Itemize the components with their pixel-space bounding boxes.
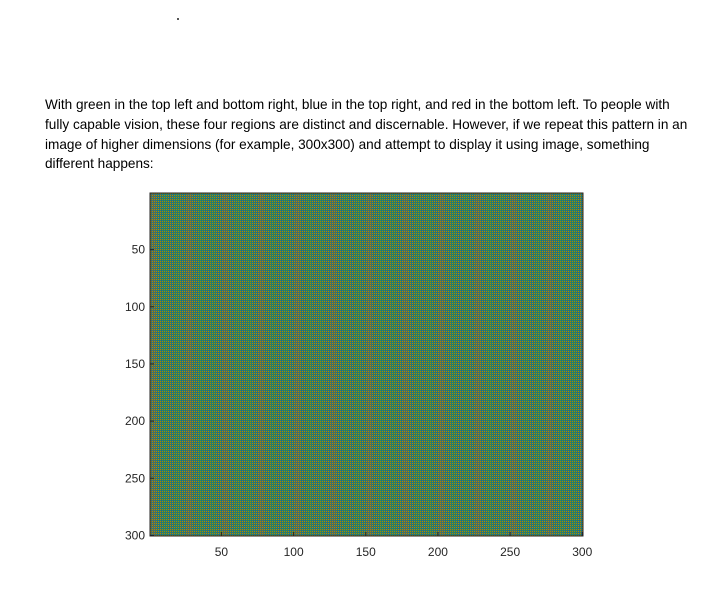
aliasing-band xyxy=(354,193,360,536)
image-figure xyxy=(100,186,620,566)
aliasing-band xyxy=(294,193,300,536)
aliasing-band xyxy=(475,193,481,536)
body-paragraph: With green in the top left and bottom right, blue in the top right, and red in the bottom left. To people with fully capable vision, these four regions are distinct and discernable. However, if we repeat this pattern in an image of higher dimensions (for example, 300x300) and attempt to display it using image, something different happens: xyxy=(45,97,688,172)
aliasing-band xyxy=(198,193,204,536)
aliasing-band xyxy=(487,193,493,536)
x-tick-label: 300 xyxy=(572,545,593,559)
aliasing-band xyxy=(451,193,457,536)
aliasing-band xyxy=(270,193,276,536)
y-tick-label: 50 xyxy=(131,242,145,257)
aliasing-band xyxy=(379,193,385,536)
aliasing-band xyxy=(367,193,373,536)
aliasing-band xyxy=(282,193,288,536)
y-tick-label: 300 xyxy=(124,528,145,543)
x-tick-label: 250 xyxy=(500,545,521,559)
x-tick-label: 50 xyxy=(214,545,229,559)
top-dot-mark xyxy=(177,18,179,20)
y-tick-label: 250 xyxy=(124,471,145,486)
aliasing-band xyxy=(210,193,216,536)
plot-area xyxy=(150,193,583,536)
y-tick-label: 150 xyxy=(124,356,145,371)
aliasing-band xyxy=(463,193,469,536)
x-tick-label: 150 xyxy=(355,545,376,559)
aliasing-band xyxy=(342,193,348,536)
aliasing-band xyxy=(162,193,168,536)
aliasing-band xyxy=(535,193,541,536)
y-tick-label: 100 xyxy=(124,299,145,314)
aliasing-band xyxy=(415,193,421,536)
aliasing-band xyxy=(330,193,336,536)
aliasing-band xyxy=(511,193,517,536)
aliasing-band xyxy=(150,193,156,536)
x-tick-label: 200 xyxy=(427,545,448,559)
y-tick-label: 200 xyxy=(124,414,145,429)
aliasing-band xyxy=(523,193,529,536)
aliasing-band xyxy=(559,193,565,536)
aliasing-band xyxy=(547,193,553,536)
x-tick-label: 100 xyxy=(283,545,304,559)
aliasing-band xyxy=(571,193,577,536)
aliasing-band xyxy=(391,193,397,536)
aliasing-band xyxy=(427,193,433,536)
aliasing-band xyxy=(439,193,445,536)
aliasing-band xyxy=(222,193,228,536)
aliasing-band xyxy=(186,193,192,536)
aliasing-band xyxy=(499,193,505,536)
aliasing-band xyxy=(403,193,409,536)
aliasing-band xyxy=(306,193,312,536)
aliasing-band xyxy=(174,193,180,536)
aliasing-band xyxy=(234,193,240,536)
heatmap-svg xyxy=(100,186,620,566)
aliasing-band xyxy=(318,193,324,536)
aliasing-band xyxy=(246,193,252,536)
aliasing-band xyxy=(258,193,264,536)
